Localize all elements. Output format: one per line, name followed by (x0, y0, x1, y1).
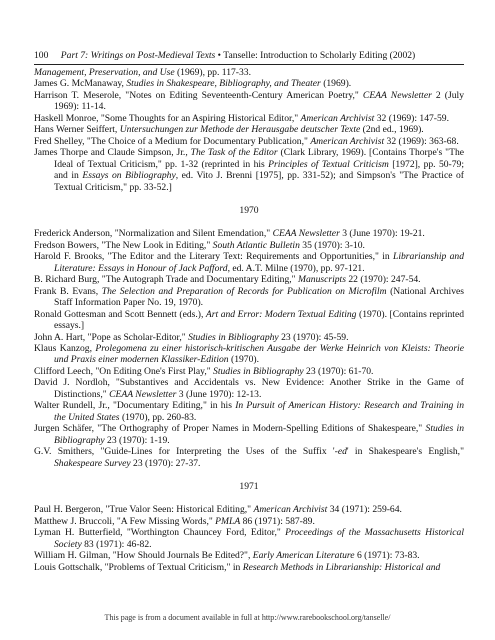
italic-title: Studies in Bibliography (54, 423, 464, 446)
bibliography-entry: Paul H. Bergeron, "True Valor Seen: Historical Editing," American Archivist 34 (1971): 259-64. (34, 504, 402, 516)
italic-title: Shakespeare Survey (54, 457, 131, 469)
italic-title: American Archivist (253, 504, 328, 516)
year-heading: 1971 (239, 480, 259, 492)
bibliography-entry: John A. Hart, "Pope as Scholar-Editor," Studies in Bibliography 23 (1970): 45-59. (34, 331, 349, 343)
italic-title: The Task of the Editor (190, 147, 278, 159)
bibliography-entry: Harold F. Brooks, "The Editor and the Literary Text: Requirements and Opportunities," in Librarianship and Literature: Essays in Honour of Jack Pafford, ed. A.T. Milne (1970), pp. 97-121. (34, 251, 464, 274)
bibliography-entry: B. Richard Burg, "The Autograph Trade and Documentary Editing," Manuscripts 22 (1970): 247-54. (34, 274, 421, 286)
bibliography-entry: Fredson Bowers, "The New Look in Editing," South Atlantic Bulletin 35 (1970): 3-10. (34, 239, 365, 251)
italic-title: Art and Error: Modern Textual Editing (205, 308, 357, 320)
bibliography-entry: Lyman H. Butterfield, "Worthington Chauncey Ford, Editor," Proceedings of the Massachusetts Historical Society 83 (1971): 46-82. (34, 527, 464, 550)
italic-title: Management, Preservation, and Use (34, 67, 175, 78)
italic-title: Untersuchungen zur Methode der Herausgabe deutscher Texte (119, 124, 361, 136)
bibliography-entry: G.V. Smithers, "Guide-Lines for Interpreting the Uses of the Suffix '-ed' in Shakespeare's English," Shakespeare Survey 23 (1970): 27-37. (34, 446, 464, 469)
bibliography-entry: Walter Rundell, Jr., "Documentary Editing," in his In Pursuit of American History: Research and Training in the United States (1970), pp. 260-83. (34, 400, 464, 423)
year-heading: 1970 (239, 204, 259, 216)
italic-title: Manuscripts (297, 274, 346, 286)
page-footer: This page is from a document available in full at http://www.rarebookschool.org/tanselle/ (104, 613, 391, 622)
bibliography-entry: James Thorpe and Claude Simpson, Jr., The Task of the Editor (Clark Library, 1969). [Contains Thorpe's "The Ideal of Textual Criticism," pp. 1-32 (reprinted in his Principles of Textual Criticism [1972], pp. 50-79; and in Essays on Bibliography, ed. Vito J. Brenni [1975], pp. 331-52); and Simpson's "The Practice of Textual Criticism," pp. 33-52.] (34, 147, 465, 193)
italic-title: American Archivist (310, 135, 385, 147)
bibliography-entry: James G. McManaway, Studies in Shakespeare, Bibliography, and Theater (1969). (34, 78, 352, 90)
italic-title: Research Methods in Librarianship: Historical and (242, 561, 441, 573)
italic-title: CEAA Newsletter (272, 228, 340, 240)
italic-title: American Archivist (300, 112, 375, 124)
running-title: Part 7: Writings on Post-Medieval Texts (60, 50, 216, 61)
italic-title: Essays on Bibliography (82, 170, 176, 182)
bibliography-entry: David J. Nordloh, "Substantives and Accidentals vs. New Evidence: Another Strike in the Game of Distinctions," CEAA Newsletter 3 (June 1970): 12-13. (34, 377, 464, 400)
italic-title: -ed (334, 446, 347, 458)
italic-title: Proceedings of the Massachusetts Historical Society (54, 527, 464, 550)
bibliography-entry: Clifford Leech, "On Editing One's First Play," Studies in Bibliography 23 (1970): 61-70. (34, 365, 374, 377)
italic-title: In Pursuit of American History: Research and Training in the United States (54, 400, 464, 423)
bibliography-entry: William H. Gilman, "How Should Journals Be Edited?", Early American Literature 6 (1971): 73-83. (34, 550, 420, 562)
work-title: Tanselle: Introduction to Scholarly Editing (2002) (223, 50, 416, 61)
bibliography-entry: Management, Preservation, and Use (1969), pp. 117-33. (34, 67, 251, 78)
bibliography-entry: Klaus Kanzog, Prolegomena zu einer historisch-kritischen Ausgabe der Werke Heinrich von Kleists: Theorie und Praxis einer modernen Klassiker-Edition (1970). (34, 342, 464, 366)
bibliography-entry: Ronald Gottesman and Scott Bennett (eds.), Art and Error: Modern Textual Editing (1970). [Contains reprinted essays.] (34, 308, 464, 332)
italic-title: Studies in Shakespeare, Bibliography, and Theater (126, 78, 321, 90)
bibliography-entry: Hans Werner Seiffert, Untersuchungen zur Methode der Herausgabe deutscher Texte (2nd ed., 1969). (34, 124, 424, 136)
bibliography-entry: Louis Gottschalk, "Problems of Textual Criticism," in Research Methods in Librarianship: Historical and (34, 561, 441, 573)
italic-title: Studies in Bibliography (213, 365, 304, 377)
bibliography-entry: Matthew J. Bruccoli, "A Few Missing Words," PMLA 86 (1971): 587-89. (34, 515, 315, 527)
header-separator: • (217, 50, 222, 61)
bibliography-entry: Fred Shelley, "The Choice of a Medium for Documentary Publication," American Archivist 32 (1969): 363-68. (34, 135, 459, 147)
bibliography-entry: Frank B. Evans, The Selection and Preparation of Records for Publication on Microfilm (National Archives Staff Information Paper No. 19, 1970). (34, 285, 464, 309)
bibliography-entry: Haskell Monroe, "Some Thoughts for an Aspiring Historical Editor," American Archivist 32 (1969): 147-59. (34, 112, 449, 124)
running-header (34, 50, 464, 62)
italic-title: Studies in Bibliography (188, 331, 279, 343)
italic-title: CEAA Newsletter (362, 89, 432, 101)
italic-title: Principles of Textual Criticism (268, 158, 389, 170)
italic-title: CEAA Newsletter (109, 388, 177, 400)
italic-title: The Selection and Preparation of Records for Publication on Microfilm (101, 285, 387, 297)
header-rule (34, 64, 464, 65)
page-number: 100 (34, 50, 49, 61)
italic-title: Early American Literature (252, 550, 355, 562)
italic-title: South Atlantic Bulletin (212, 239, 300, 251)
bibliography-entry: Frederick Anderson, "Normalization and Silent Emendation," CEAA Newsletter 3 (June 1970): 19-21. (34, 228, 425, 240)
italic-title: PMLA (215, 515, 241, 527)
italic-title: Librarianship and Literature: Essays in Honour of Jack Pafford (54, 251, 464, 274)
bibliography-entry: Jurgen Schäfer, "The Orthography of Proper Names in Modern-Spelling Editions of Shakespeare," Studies in Bibliography 23 (1970): 1-19. (34, 423, 464, 446)
italic-title: Prolegomena zu einer historisch-kritischen Ausgabe der Werke Heinrich von Kleists: Theorie und Praxis einer modernen Klassiker-Edition (54, 342, 464, 366)
bibliography-entry: Harrison T. Meserole, "Notes on Editing Seventeenth-Century American Poetry," CEAA Newsletter 2 (July 1969): 11-14. (34, 89, 464, 113)
bibliography-list (34, 67, 464, 573)
